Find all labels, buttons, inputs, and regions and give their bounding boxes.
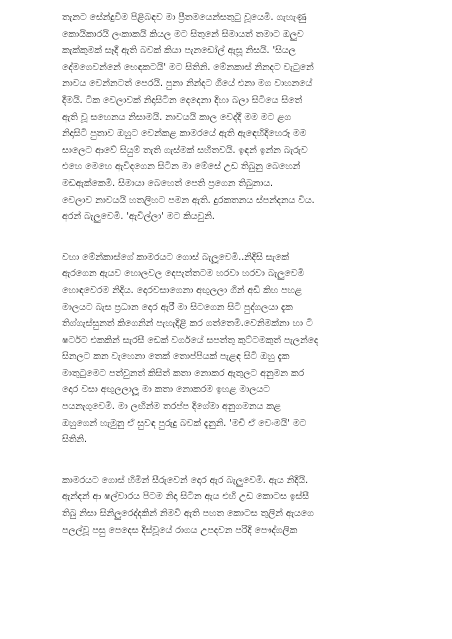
paragraph-gap: [62, 449, 392, 473]
paragraph-1: [62, 10, 392, 226]
text-line: කොයිකාරයි ලංකාකයි කියල මට සිතුනේ සිමායත් තමාට ඔලුව: [62, 28, 304, 40]
text-line: තිග්ගැස්සුනත් කිගෙනින් පැහැදිළි කර ගත්තෙමි.වෙනිමක්නා හා ටි: [62, 318, 313, 330]
text-line: ඇන්දන් ආ ෂල්වාරය පිටම නිදා සිටින ඇය එහි උඩ කොටස ඉස්සී: [62, 491, 310, 503]
text-line: දේමගෙවන්නේ භෙඳකටයි' මට සිතිනි. මේනකාස් නිනදට වැටුනේ: [62, 61, 314, 73]
text-line: එහෙ මෙහෙ ඇවිදගෙන සිටින මා මේසේ උඩ තිබුනු බෙහෙන්: [62, 161, 301, 173]
text-line: මාලයට බැස ප්‍රධාන දොර ඇරී මා සිටගෙන සිටි පුද්ගලයා දැක: [62, 301, 293, 313]
text-line: අරන් බැලුවෙමි. 'ඇවිල්ලා' මට කියවුනි.: [62, 211, 215, 223]
text-line: කාමරයට ගොස් හිමින් සීරුවෙන් දොර ඇර බැලුවෙමි. ඇය නිදියි.: [62, 474, 309, 486]
text-line: වහා මේන්කාස්ගේ කාමරයට ගොස් බැලූවෙමි..නිදිසි සැකේ: [62, 251, 290, 263]
text-line: සිතිනි.: [62, 434, 87, 446]
text-line: නිදාසිටි පුතාව ඔහුට වෙන්කළ කාමරයේ ඇති ඇඳෙහිදිහෙරූ මම: [62, 128, 307, 140]
paragraph-gap: [62, 226, 392, 250]
text-line: හොඳවෙරම නිදිය. දොරවසාගෙනා අඟුලලා ගින් අඩි කිහ පහළ: [62, 284, 302, 296]
text-line: ඇති වූ සහෙනය නිසාමයි. නාවයයි කාල වෙද්දී මම මට ළග: [62, 111, 292, 123]
text-line: මඩඇක්කෙමි. සිමායා බෙහෙත් පෙති ප්‍රගෙන තිබුනාය.: [62, 177, 274, 189]
text-line: දොර වසා අඟුලලාලූ මා කතා නොකරම ඉහළ මාලයට: [62, 384, 270, 396]
text-line: මාතුටුමෙට පත්වුනත් කිසිත් කතා නොකර ඇතුලට අනුමන කර: [62, 367, 305, 379]
text-line: තැනට සේන්දුවීම පිළිබඳව මා ප්‍රීතමයෙන්සතුටු වූයෙමි. ගැහැණු: [62, 12, 307, 23]
text-line: කැක්කුමක් සෑදී ඇති බවක් කියා පැනඩෝල් ඇසූ නිසයි. 'සියල: [62, 45, 296, 57]
text-line: පයනැගුවෙමි. මා ලඟින්ම තරප්ප දිගේමා අනුගමනය කළ: [62, 401, 281, 413]
text-line: තිබු නිසා සිනිලුරෙද්දකින් නිමවී ඇති පහත කොටස තුලින් ඇයගෙ: [62, 508, 314, 520]
text-line: සිනලට කන වැහෙනා තෙක් තොප්පියක් පැළඳ සිටි ඔහු දැක: [62, 351, 290, 363]
text-line: ඔහුගෙන් හැමුනු ඒ සුවඳ පුරුදු බවක් දැනුනි. 'මචී ඒ වෙංමයි' මට: [62, 417, 307, 429]
text-line: සාලෙට ආවේ සියුම් තැති ගැස්මක් සහිතවයි. ඉඳන් ඉන්න බැරුව: [62, 144, 308, 156]
paragraph-3: [62, 473, 392, 539]
text-line: ෂර්ටට එකකින් සැරසී ඩෙක් වර්ගයේ සපත්තු කුට්ටමකුත් පැලන්දෙ: [62, 334, 319, 346]
text-line: ඇරගෙන ඇයව හොලවල දෙපැත්තටම හරවා හරවා බැලුවෙමි: [62, 268, 305, 280]
text-line: නාවය වෙන්නටත් පෙරයි. පුනා නින්දට ගියේ එනා මග වාහනයේ: [62, 78, 313, 90]
text-line: වෙලාව නාවයයි හතලිහට පමන ඇති. දුරකතනය ස්පන්දනය විය.: [62, 194, 315, 206]
text-line: පලල්වූ පසු පෙදෙස දිස්වූයේ රාගය උපදවන පරිදි පෞද්ගලික: [62, 524, 298, 536]
text-line: දීමයි. ටික වෙලාවක් නිදාසිටින දෙදෙනා දිහා බලා සිටියෙ සිතේ: [62, 94, 303, 106]
paragraph-2: [62, 250, 392, 449]
